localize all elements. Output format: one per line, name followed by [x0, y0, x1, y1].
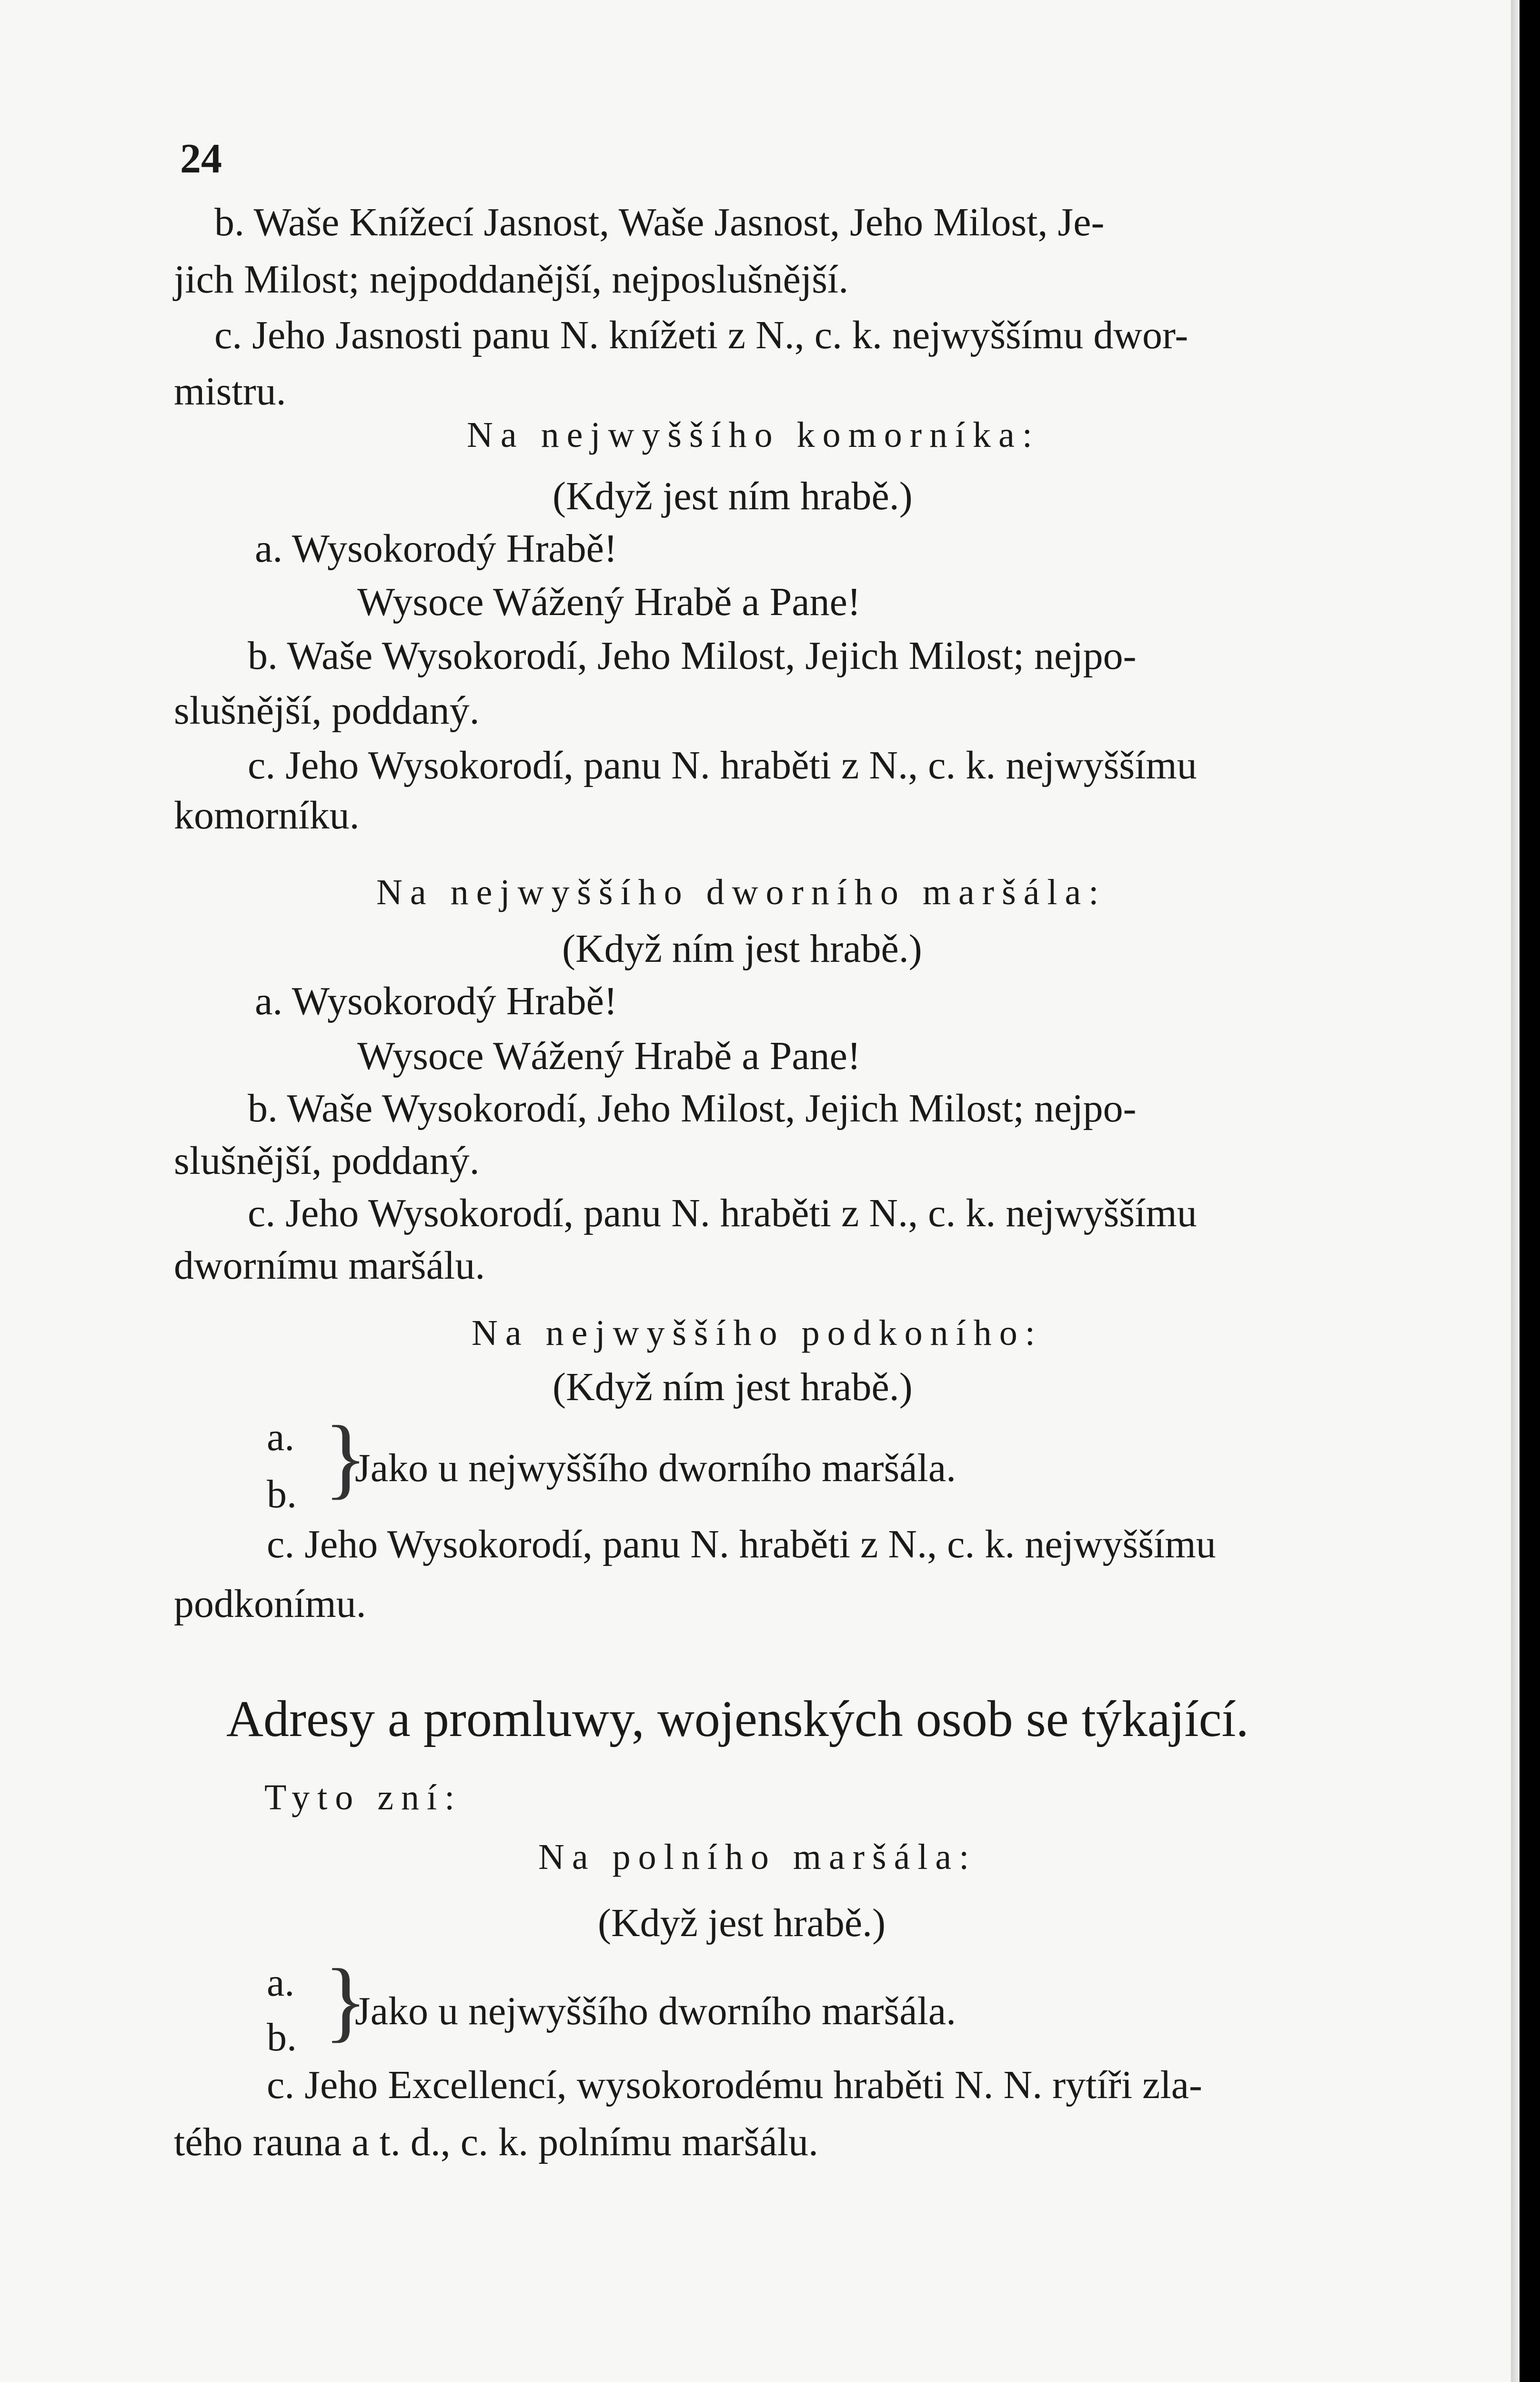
text-line: c. Jeho Excellencí, wysokorodému hraběti N. N. rytíři zla-	[267, 2063, 1203, 2107]
text-line: podkonímu.	[174, 1582, 366, 1626]
chapter-title: Adresy a promluwy, wojenských osob se týkající.	[226, 1691, 1249, 1747]
page-edge	[1511, 0, 1520, 2382]
text-line: komorníku.	[174, 793, 360, 838]
text-line: (Když ním jest hrabě.)	[553, 1365, 913, 1409]
text-line: b. Waše Wysokorodí, Jeho Milost, Jejich Milost; nejpo-	[248, 634, 1137, 678]
text-line: (Když jest ním hrabě.)	[553, 474, 913, 518]
text-line: dwornímu maršálu.	[174, 1243, 485, 1288]
text-line: c. Jeho Wysokorodí, panu N. hraběti z N., c. k. nejwyššímu	[248, 743, 1197, 787]
text-line: (Když ním jest hrabě.)	[562, 927, 922, 971]
text-line: a. Wysokorodý Hrabě!	[255, 526, 617, 571]
list-marker: b.	[267, 2015, 297, 2059]
text-line: c. Jeho Jasnosti panu N. knížeti z N., c. k. nejwyššímu dwor-	[214, 313, 1188, 357]
text-line: c. Jeho Wysokorodí, panu N. hraběti z N., c. k. nejwyššímu	[248, 1191, 1197, 1235]
list-marker: a.	[267, 1415, 295, 1459]
text-line: Tyto zní:	[264, 1777, 463, 1817]
list-marker: b.	[267, 1472, 297, 1516]
section-heading: Na nejwyššího podkoního:	[472, 1313, 1043, 1353]
text-line: c. Jeho Wysokorodí, panu N. hraběti z N., c. k. nejwyššímu	[267, 1522, 1216, 1566]
text-line: Jako u nejwyššího dworního maršála.	[355, 1989, 956, 2033]
text-line: b. Waše Knížecí Jasnost, Waše Jasnost, Jeho Milost, Je-	[214, 200, 1105, 244]
page-number: 24	[180, 136, 222, 182]
brace-icon: }	[324, 1951, 368, 2051]
text-line: a. Wysokorodý Hrabě!	[255, 979, 617, 1023]
section-heading: Na nejwyššího dworního maršála:	[376, 872, 1107, 912]
section-heading: Na nejwyššího komorníka:	[467, 415, 1040, 455]
text-line: (Když jest hrabě.)	[598, 1901, 886, 1945]
text-line: Wysoce Wážený Hrabě a Pane!	[357, 1034, 861, 1078]
section-heading: Na polního maršála:	[538, 1837, 977, 1877]
text-line: jich Milost; nejpoddanější, nejposlušnější.	[174, 257, 849, 302]
text-line: slušnější, poddaný.	[174, 1139, 480, 1183]
text-line: Wysoce Wážený Hrabě a Pane!	[357, 580, 861, 624]
text-line: tého rauna a t. d., c. k. polnímu maršálu.	[174, 2120, 818, 2164]
text-line: slušnější, poddaný.	[174, 688, 480, 733]
text-line: mistru.	[174, 369, 286, 414]
list-marker: a.	[267, 1960, 295, 2005]
text-line: b. Waše Wysokorodí, Jeho Milost, Jejich Milost; nejpo-	[248, 1086, 1137, 1130]
brace-icon: }	[324, 1408, 368, 1508]
text-line: Jako u nejwyššího dworního maršála.	[355, 1446, 956, 1490]
